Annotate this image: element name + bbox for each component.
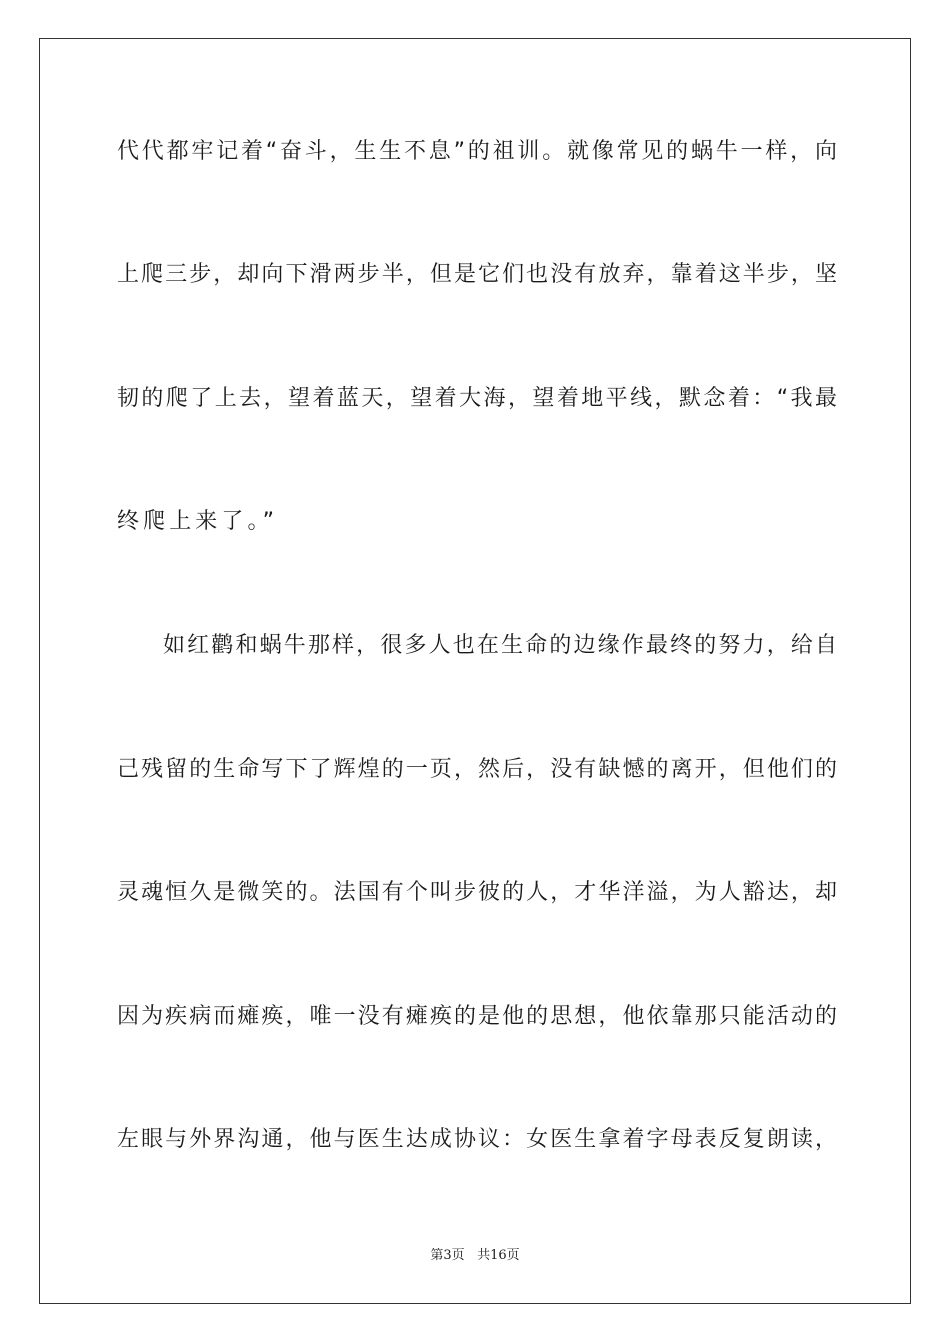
text-line-8: 因为疾病而瘫痪，唯一没有瘫痪的是他的思想，他依靠那只能活动的 bbox=[117, 1004, 837, 1029]
text-line-1: 代代都牢记着“奋斗，生生不息”的祖训。就像常见的蜗牛一样，向 bbox=[117, 139, 837, 164]
page-footer bbox=[0, 1247, 950, 1265]
text-line-9: 左眼与外界沟通，他与医生达成协议：女医生拿着字母表反复朗读， bbox=[117, 1127, 837, 1152]
text-line-4: 终爬上来了。” bbox=[117, 509, 279, 534]
page-total: 共16页 bbox=[477, 1248, 520, 1263]
text-line-6: 己残留的生命写下了辉煌的一页，然后，没有缺憾的离开，但他们的 bbox=[117, 757, 837, 782]
text-line-3: 韧的爬了上去，望着蓝天，望着大海，望着地平线，默念着：“我最 bbox=[117, 386, 837, 411]
text-line-7: 灵魂恒久是微笑的。法国有个叫步彼的人，才华洋溢，为人豁达，却 bbox=[117, 880, 837, 905]
page-border bbox=[39, 38, 911, 1304]
page-number: 第3页 bbox=[430, 1248, 465, 1263]
text-line-2: 上爬三步，却向下滑两步半，但是它们也没有放弃，靠着这半步，坚 bbox=[117, 262, 837, 287]
text-line-5: 如红鹳和蜗牛那样，很多人也在生命的边缘作最终的努力，给自 bbox=[163, 633, 837, 658]
